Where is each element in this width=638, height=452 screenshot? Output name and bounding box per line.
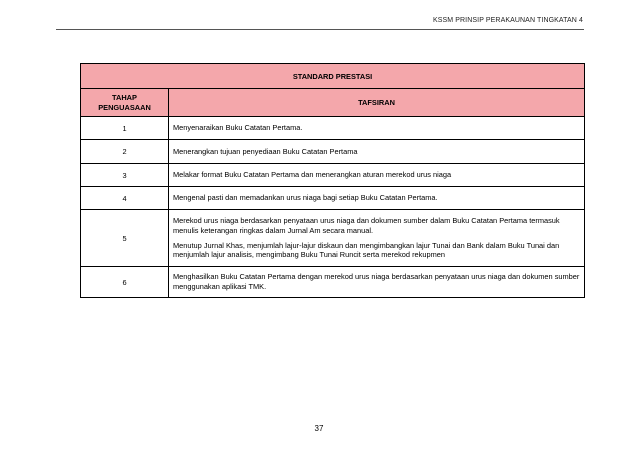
level-cell: 3 — [81, 164, 169, 187]
page-number: 37 — [314, 424, 324, 433]
description-text: Menghasilkan Buku Catatan Pertama dengan merekod urus niaga berdasarkan penyataan urus niaga dan dokumen sumber menggunakan aplikasi TMK. — [173, 272, 580, 291]
table-header-row — [81, 89, 585, 117]
level-cell: 4 — [81, 187, 169, 210]
description-cell — [169, 117, 585, 140]
description-text: Melakar format Buku Catatan Pertama dan menerangkan aturan merekod urus niaga — [173, 170, 452, 180]
table-title-row — [81, 64, 585, 89]
description-cell — [169, 187, 585, 210]
description-text: Merekod urus niaga berdasarkan penyataan urus niaga dan dokumen sumber dalam Buku Catatan Pertama termasuk menulis keterangan ringkas dalam Jurnal Am secara manual. — [173, 216, 560, 235]
level-cell: 2 — [81, 140, 169, 164]
description-text: Menyenaraikan Buku Catatan Pertama. — [173, 123, 303, 133]
description-text: Menerangkan tujuan penyediaan Buku Catatan Pertama — [173, 146, 358, 156]
level-cell: 5 — [81, 210, 169, 267]
table-row — [81, 187, 585, 210]
table-row — [81, 267, 585, 298]
standard-prestasi-table — [80, 63, 585, 298]
table-row — [81, 117, 585, 140]
level-cell: 6 — [81, 267, 169, 298]
header-divider — [56, 29, 584, 30]
description-cell — [169, 164, 585, 187]
description-cell — [169, 140, 585, 164]
column-header-level — [81, 89, 169, 117]
table-row — [81, 210, 585, 267]
running-header: KSSM PRINSIP PERAKAUNAN TINGKATAN 4 — [432, 17, 583, 24]
column-header-level-label: TAHAP PENGUASAAN — [98, 93, 151, 112]
description-text: Mengenal pasti dan memadankan urus niaga bagi setiap Buku Catatan Pertama. — [173, 193, 438, 203]
table-row — [81, 164, 585, 187]
table-row — [81, 140, 585, 164]
description-cell — [169, 267, 585, 298]
description-cell — [169, 210, 585, 267]
column-header-description: TAFSIRAN — [169, 89, 585, 117]
description-text: Menutup Jurnal Khas, menjumlah lajur-lajur diskaun dan mengimbangkan lajur Tunai dan Bank dalam Buku Tunai dan menjumlah lajur analisis, mengimbang Buku Tunai Runcit serta merekod rekupmen — [173, 240, 560, 260]
level-cell: 1 — [81, 117, 169, 140]
table-title: STANDARD PRESTASI — [81, 64, 585, 89]
